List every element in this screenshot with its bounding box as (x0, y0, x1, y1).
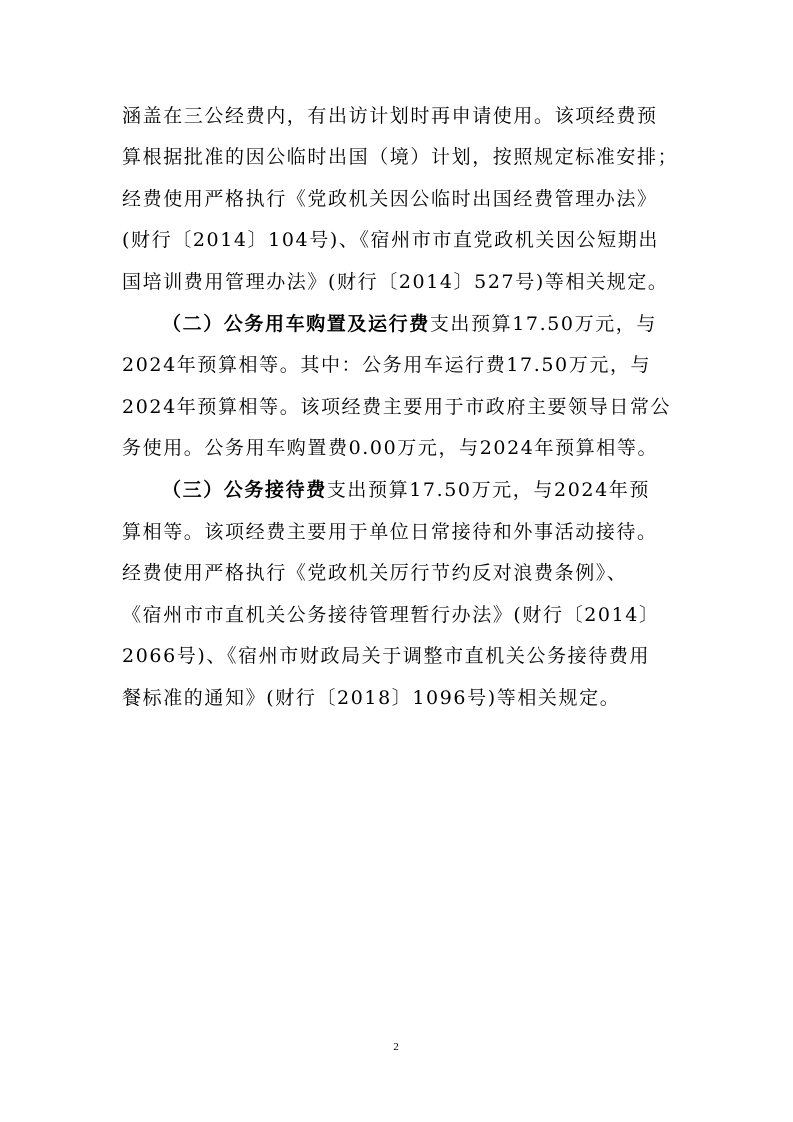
text-line: 餐标准的通知》(财行〔2018〕1096号)等相关规定。 (122, 687, 621, 709)
section-reception-first-line-text: 支出预算17.50万元，与2024年预 (326, 479, 650, 501)
section-reception-heading: （三）公务接待费 (162, 479, 327, 501)
text-line: 经费使用严格执行《党政机关厉行节约反对浪费条例》、 (122, 562, 628, 584)
text-line: 算相等。该项经费主要用于单位日常接待和外事活动接待。 (122, 521, 658, 543)
section-vehicle-first-line (162, 308, 682, 340)
text-line: (财行〔2014〕104号)、《宿州市市直党政机关因公短期出 (122, 229, 659, 251)
text-line: 《宿州市市直机关公务接待管理暂行办法》(财行〔2014〕 (122, 604, 660, 626)
section-reception-first-line (162, 474, 682, 506)
text-line: 2024年预算相等。其中：公务用车运行费17.50万元，与 (122, 354, 652, 376)
text-line: 务使用。公务用车购置费0.00万元，与2024年预算相等。 (122, 437, 659, 459)
text-line: 算根据批准的因公临时出国（境）计划，按照规定标准安排； (122, 146, 679, 168)
text-line: 2066号)、《宿州市财政局关于调整市直机关公务接待费用 (122, 645, 651, 667)
text-line: 国培训费用管理办法》(财行〔2014〕527号)等相关规定。 (122, 271, 669, 293)
page-number: 2 (393, 1041, 399, 1053)
section-vehicle-heading: （二）公务用车购置及运行费 (162, 313, 430, 335)
text-line: 经费使用严格执行《党政机关因公临时出国经费管理办法》 (122, 188, 658, 210)
section-vehicle-first-line-text: 支出预算17.50万元，与 (429, 313, 658, 335)
text-line: 涵盖在三公经费内，有出访计划时再申请使用。该项经费预 (122, 105, 658, 127)
text-line: 2024年预算相等。该项经费主要用于市政府主要领导日常公 (122, 396, 672, 418)
